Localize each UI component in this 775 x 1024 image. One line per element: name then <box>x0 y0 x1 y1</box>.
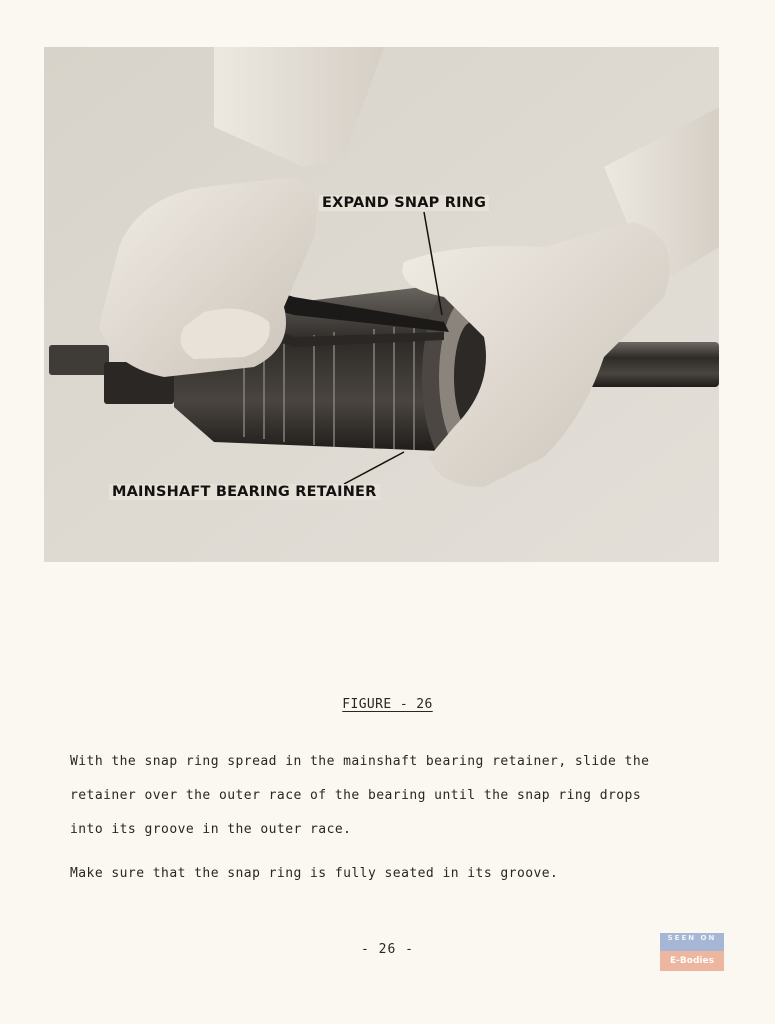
callout-expand-snap-ring: EXPAND SNAP RING <box>319 195 489 211</box>
figure-title: FIGURE - 26 <box>342 697 433 712</box>
caption-line-1: With the snap ring spread in the mainshaft bearing retainer, slide the <box>70 754 650 769</box>
figure-photo <box>44 47 719 562</box>
watermark-bottom: E-Bodies <box>660 951 724 971</box>
watermark-top: SEEN ON <box>660 933 724 951</box>
caption-paragraph-2: Make sure that the snap ring is fully seated in its groove. <box>70 866 559 881</box>
caption-line-3: into its groove in the outer race. <box>70 822 352 837</box>
page-number: - 26 - <box>361 942 414 957</box>
input-shaft <box>49 345 109 375</box>
caption-line-2: retainer over the outer race of the bearing until the snap ring drops <box>70 788 642 803</box>
callout-mainshaft-bearing-retainer: MAINSHAFT BEARING RETAINER <box>109 484 380 500</box>
caption-paragraph-1 <box>70 745 710 847</box>
seen-on-e-bodies-watermark <box>660 933 724 973</box>
